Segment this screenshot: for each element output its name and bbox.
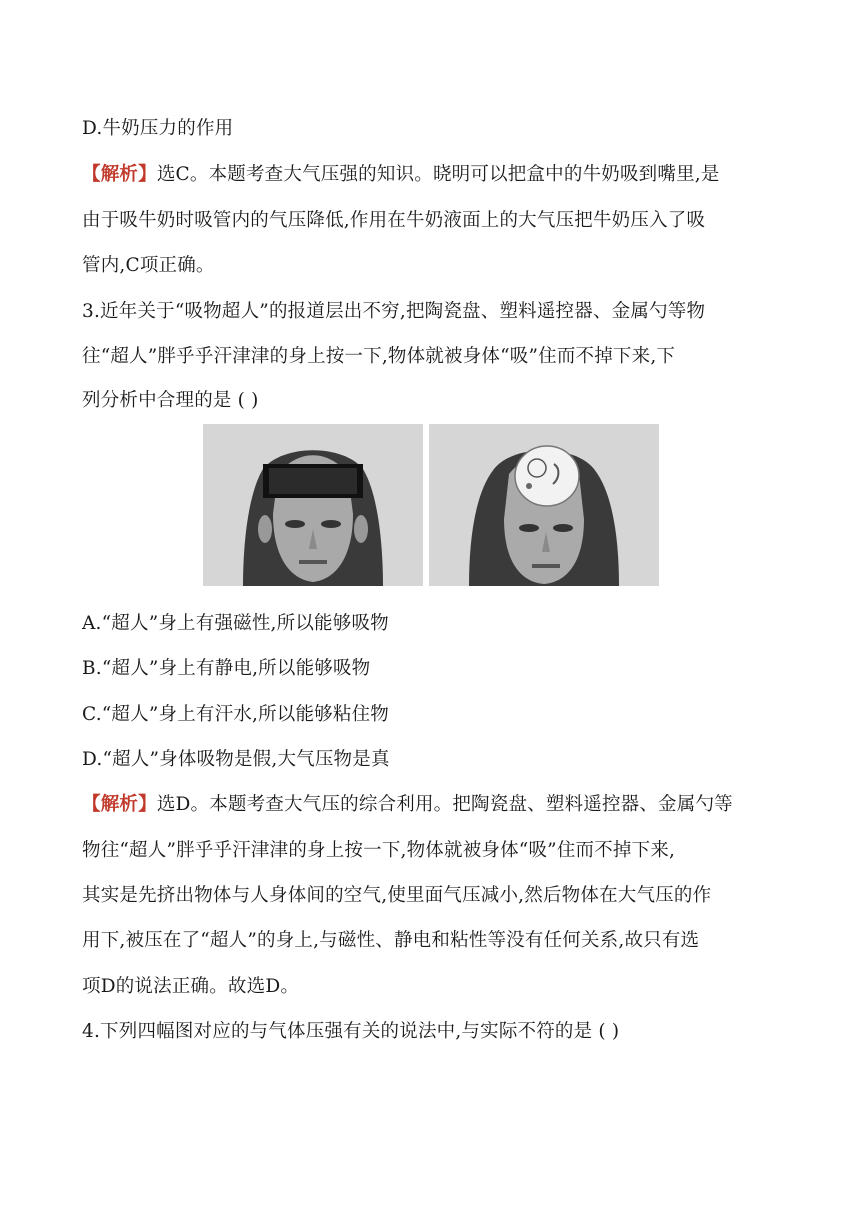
question-3-line-1: 3.近年关于“吸物超人”的报道层出不穷,把陶瓷盘、塑料遥控器、金属勺等物	[82, 301, 706, 322]
photo-plate-on-forehead	[429, 424, 659, 586]
analysis-line-2: 【解析】选D。本题考查大气压的综合利用。把陶瓷盘、塑料遥控器、金属勺等	[82, 794, 733, 815]
photo-phone-on-forehead	[203, 424, 423, 586]
analysis-line-4: 其实是先挤出物体与人身体间的空气,使里面气压减小,然后物体在大气压的作	[82, 885, 712, 906]
analysis-tag: 【解析】	[82, 164, 157, 185]
question-4: 4.下列四幅图对应的与气体压强有关的说法中,与实际不符的是 ( )	[82, 1021, 620, 1042]
analysis-line-5: 用下,被压在了“超人”的身上,与磁性、静电和粘性等没有任何关系,故只有选	[82, 930, 700, 951]
photo-pair	[203, 424, 659, 586]
question-3-line-3: 列分析中合理的是 ( )	[82, 390, 259, 411]
text-line-3: 由于吸牛奶时吸管内的气压降低,作用在牛奶液面上的大气压把牛奶压入了吸	[82, 210, 706, 231]
analysis-tag: 【解析】	[82, 794, 157, 815]
text-line-4: 管内,C项正确。	[82, 255, 215, 276]
analysis-line-6: 项D的说法正确。故选D。	[82, 976, 300, 997]
analysis-line-3: 物往“超人”胖乎乎汗津津的身上按一下,物体就被身体“吸”住而不掉下来,	[82, 840, 676, 861]
text-line-1: D.牛奶压力的作用	[82, 118, 234, 139]
question-3-line-2: 往“超人”胖乎乎汗津津的身上按一下,物体就被身体“吸”住而不掉下来,下	[82, 346, 676, 367]
option-a: A.“超人”身上有强磁性,所以能够吸物	[82, 613, 389, 634]
option-c: C.“超人”身上有汗水,所以能够粘住物	[82, 704, 389, 725]
analysis-line-1: 【解析】选C。本题考查大气压强的知识。晓明可以把盒中的牛奶吸到嘴里,是	[82, 164, 720, 185]
option-d: D.“超人”身体吸物是假,大气压物是真	[82, 749, 390, 770]
option-b: B.“超人”身上有静电,所以能够吸物	[82, 658, 371, 679]
